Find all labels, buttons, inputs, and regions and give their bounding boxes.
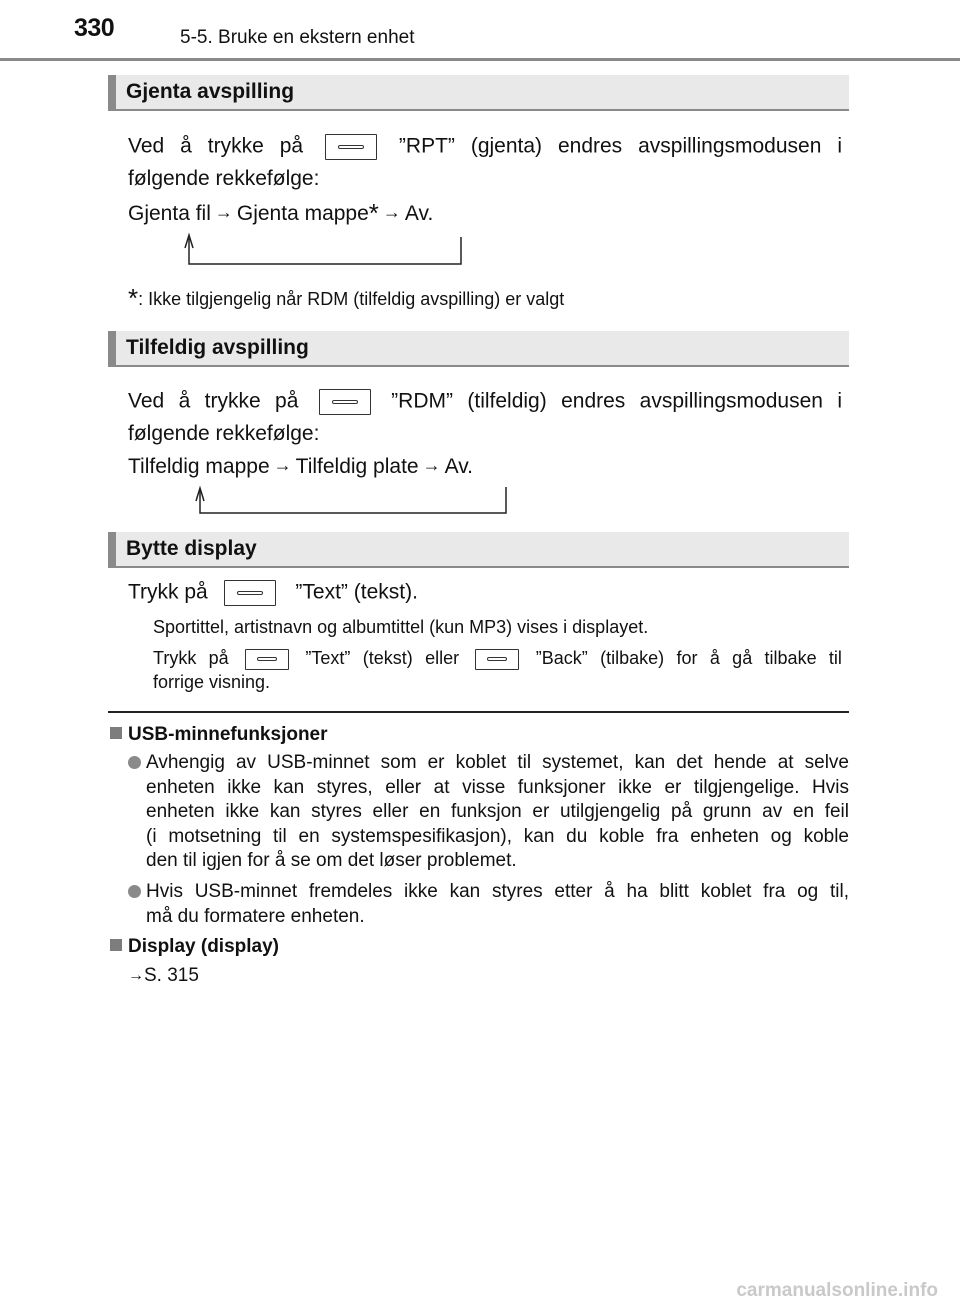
right-arrow-icon: → — [214, 202, 233, 222]
rdm-button-icon — [319, 389, 371, 415]
bullet-dot-icon — [128, 756, 141, 769]
square-bullet-icon — [110, 939, 122, 951]
chapter-title: 5-5. Bruke en ekstern enhet — [180, 27, 415, 48]
right-arrow-icon: → — [382, 202, 401, 222]
bullet-dot-icon — [128, 885, 141, 898]
random-instruction-line2: følgende rekkefølge: — [128, 422, 320, 445]
loop-back-arrow-icon — [190, 484, 512, 518]
display-page-reference[interactable]: →S. 315 — [128, 965, 199, 986]
section-title-display: Bytte display — [126, 537, 257, 560]
notes-divider — [108, 711, 849, 713]
loop-back-arrow-icon — [180, 232, 470, 268]
usb-note-paragraph-1: Avhengig av USB-minnet som er koblet til systemet, kan det hende at selve enheten ikke kan styres, eller at visse funksjoner ikke er tilgjengelige. Hvis enheten ikke kan styres eller en funksjon er utilgjengelig på grunn av en feil (i motsetning til en systemspesifikasjon), kan du koble fra enheten og koble den til igjen for å se om det løser problemet. — [146, 752, 849, 871]
repeat-instruction-line1: Ved å trykke på ”RPT” (gjenta) endres avspillingsmodusen i — [128, 134, 842, 160]
random-instruction-line1: Ved å trykke på ”RDM” (tilfeldig) endres avspillingsmodusen i — [128, 389, 842, 415]
right-arrow-icon: → — [422, 455, 441, 475]
display-instruction: Trykk på ”Text” (tekst). — [128, 580, 418, 606]
watermark: carmanualsonline.info — [736, 1280, 938, 1301]
random-sequence: Tilfeldig mappe → Tilfeldig plate → Av. — [128, 455, 474, 478]
rpt-button-icon — [325, 134, 377, 160]
text-button-icon — [245, 649, 289, 670]
asterisk-mark: * — [368, 198, 379, 228]
display-info-line3: forrige visning. — [153, 672, 271, 692]
page-number: 330 — [74, 14, 115, 42]
section-title-repeat: Gjenta avspilling — [126, 80, 295, 103]
repeat-sequence: Gjenta fil → Gjenta mappe* → Av. — [128, 198, 434, 228]
section-heading-repeat — [108, 75, 849, 111]
square-bullet-icon — [110, 727, 122, 739]
usb-note-paragraph-2: Hvis USB-minnet fremdeles ikke kan styres etter å ha blitt koblet fra og til, må du formatere enheten. — [146, 881, 849, 927]
section-title-random: Tilfeldig avspilling — [126, 336, 309, 359]
note-heading-display: Display (display) — [110, 936, 279, 958]
back-button-icon — [475, 649, 519, 670]
text-button-icon — [224, 580, 276, 606]
display-info-line2: Trykk på ”Text” (tekst) eller ”Back” (tilbake) for å gå tilbake til — [153, 648, 842, 668]
right-arrow-icon: → — [128, 967, 144, 984]
repeat-footnote: *: Ikke tilgjengelig når RDM (tilfeldig avspilling) er valgt — [128, 283, 565, 313]
header-divider — [0, 58, 960, 61]
section-heading-random — [108, 331, 849, 367]
right-arrow-icon: → — [273, 455, 292, 475]
section-heading-display — [108, 532, 849, 568]
display-info-line1: Sportittel, artistnavn og albumtittel (kun MP3) vises i displayet. — [153, 617, 649, 637]
repeat-instruction-line2: følgende rekkefølge: — [128, 167, 320, 190]
note-heading-usb: USB-minnefunksjoner — [110, 724, 328, 746]
